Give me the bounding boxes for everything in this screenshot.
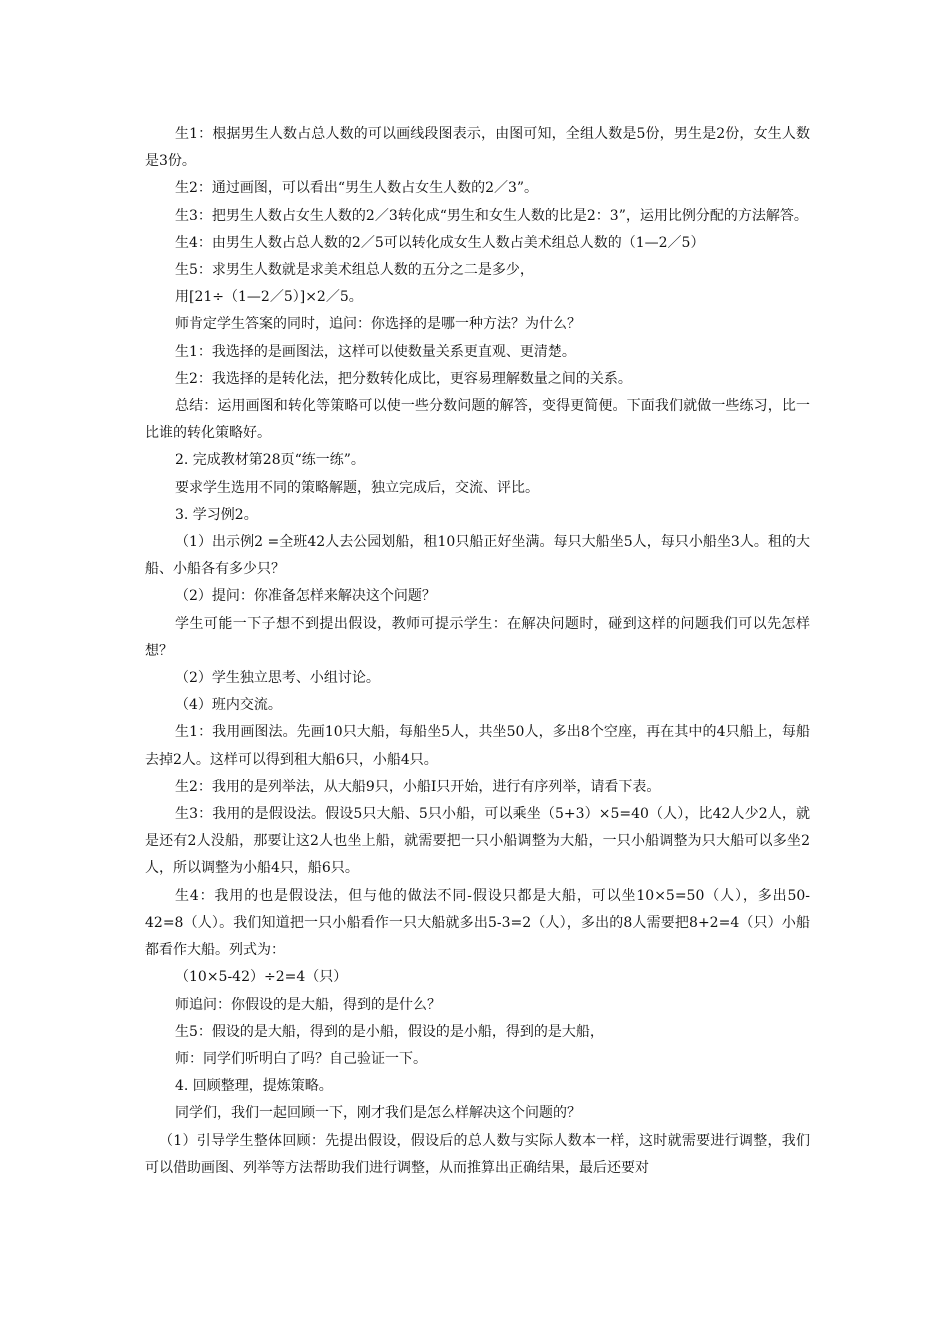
paragraph: 总结：运用画图和转化等策略可以使一些分数问题的解答，变得更简便。下面我们就做一些练习，比一比谁的转化策略好。 (145, 398, 810, 442)
paragraph: 要求学生选用不同的策略解题，独立完成后，交流、评比。 (175, 479, 539, 496)
paragraph: 学生可能一下子想不到提出假设，教师可提示学生：在解决问题时，碰到这样的问题我们可以先怎样想？ (145, 615, 810, 659)
paragraph: 生5：假设的是大船，得到的是小船，假设的是小船，得到的是大船， (175, 1023, 604, 1040)
document-body (145, 121, 810, 1182)
paragraph: 师追问：你假设的是大船，得到的是什么？ (175, 996, 441, 1013)
formula-line: （10×5-42）÷2=4（只） (175, 969, 348, 986)
paragraph: （2）提问：你准备怎样来解决这个问题？ (175, 588, 436, 605)
paragraph: 师肯定学生答案的同时，追问：你选择的是哪一种方法？为什么？ (175, 316, 581, 333)
paragraph: 用[21÷（1—2／5）]×2／5。 (175, 289, 363, 306)
section-heading: 3. 学习例2。 (175, 506, 258, 523)
paragraph: 生3：我用的是假设法。假设5只大船、5只小船，可以乘坐（5+3）×5=40（人），比42人少2人，就是还有2人没船，那要让这2人也坐上船，就需要把一只小船调整为大船，一只小船调整为只大船可以多坐2人，所以调整为小船4只，船6只。 (145, 806, 810, 877)
paragraph: 生5：求男生人数就是求美术组总人数的五分之二是多少， (175, 262, 534, 279)
paragraph: 生4：我用的也是假设法，但与他的做法不同-假设只都是大船，可以坐10×5=50（人），多出50-42=8（人）。我们知道把一只小船看作一只大船就多出5-3=2（人），多出的8人需要把8+2=4（只）小船都看作大船。列式为： (145, 887, 810, 959)
paragraph: 师：同学们听明白了吗？自己验证一下。 (175, 1050, 427, 1067)
paragraph: （1）出示例2 =全班42人去公园划船，租10只船正好坐满。每只大船坐5人，每只小船坐3人。租的大船、小船各有多少只？ (145, 534, 810, 578)
paragraph: 生1：我选择的是画图法，这样可以使数量关系更直观、更清楚。 (175, 343, 576, 360)
paragraph: 生1：根据男生人数占总人数的可以画线段图表示，由图可知，全组人数是5份，男生是2份，女生人数是3份。 (145, 126, 810, 170)
paragraph: （1）引导学生整体回顾：先提出假设，假设后的总人数与实际人数本一样，这时就需要进行调整，我们可以借助画图、列举等方法帮助我们进行调整，从而推算出正确结果，最后还要对 (145, 1132, 810, 1176)
paragraph: 生1：我用画图法。先画10只大船，每船坐5人，共坐50人，多出8个空座，再在其中的4只船上，每船去掉2人。这样可以得到租大船6只，小船4只。 (145, 724, 810, 768)
section-heading: 4. 回顾整理，提炼策略。 (175, 1078, 333, 1095)
paragraph: 生2：我用的是列举法，从大船9只，小船I只开始，进行有序列举，请看下表。 (175, 778, 661, 795)
paragraph: 生2：通过画图，可以看出“男生人数占女生人数的2／3”。 (175, 180, 539, 197)
paragraph: （4）班内交流。 (175, 697, 282, 714)
paragraph: 生2：我选择的是转化法，把分数转化成比，更容易理解数量之间的关系。 (175, 370, 632, 387)
section-heading: 2. 完成教材第28页“练一练”。 (175, 452, 365, 469)
paragraph: 生4：由男生人数占总人数的2／5可以转化成女生人数占美术组总人数的（1—2／5） (175, 234, 705, 251)
paragraph: （2）学生独立思考、小组讨论。 (175, 670, 380, 687)
paragraph: 生3：把男生人数占女生人数的2／3转化成“男生和女生人数的比是2：3”，运用比例分配的方法解答。 (175, 207, 808, 224)
paragraph: 同学们，我们一起回顾一下，刚才我们是怎么样解决这个问题的？ (175, 1105, 581, 1122)
